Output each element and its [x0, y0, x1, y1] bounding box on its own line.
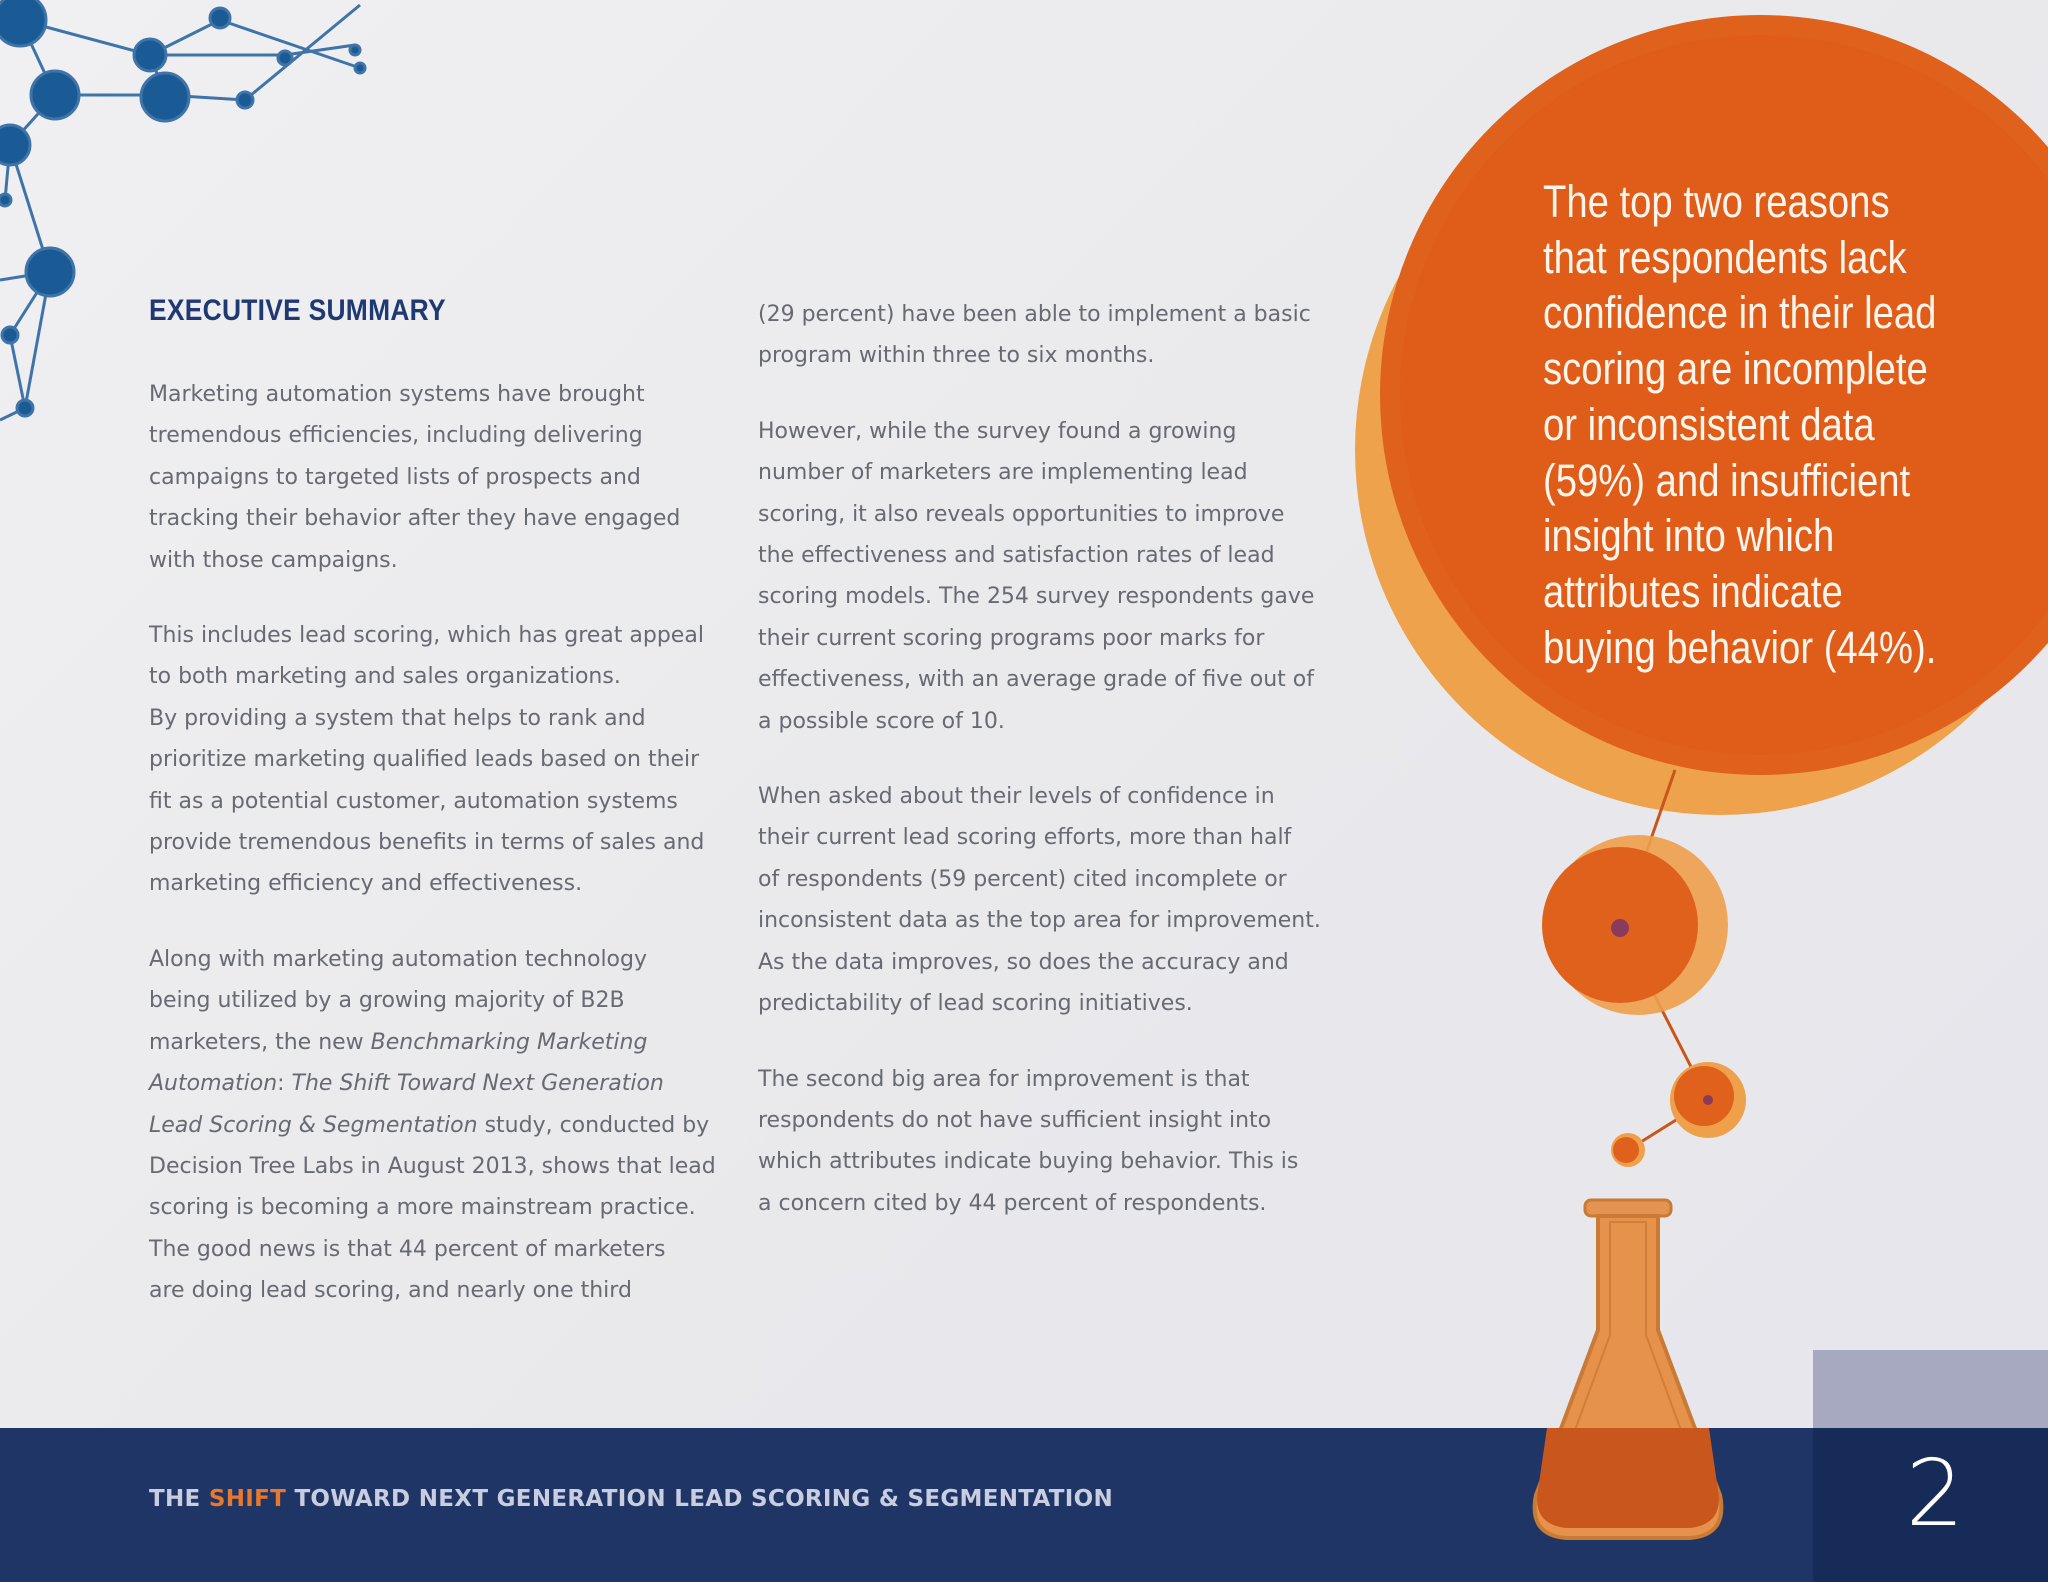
text-line: Along with marketing automation technology	[149, 946, 647, 972]
text-line: their current scoring programs poor marks for	[758, 625, 1265, 651]
text-line: Marketing automation systems have brought	[149, 382, 645, 407]
text-line: When asked about their levels of confidence in	[758, 784, 1275, 810]
section-heading: EXECUTIVE SUMMARY	[149, 294, 446, 327]
text-line: This includes lead scoring, which has great appeal	[149, 623, 704, 649]
text-line: effectiveness, with an average grade of five out of	[758, 667, 1314, 693]
text-run: :	[277, 1071, 292, 1097]
text-line: marketing efficiency and effectiveness.	[149, 871, 583, 897]
pull-quote-line: or inconsistent data	[1543, 398, 1875, 450]
pull-quote-line: buying behavior (44%).	[1543, 621, 1937, 673]
text-line: which attributes indicate buying behavior. This is	[758, 1149, 1299, 1175]
text-line: tracking their behavior after they have engaged	[149, 506, 681, 532]
pull-quote-line: (59%) and insufficient	[1543, 454, 1911, 506]
text-line: By providing a system that helps to rank and	[149, 705, 646, 731]
study-title-italic: Lead Scoring & Segmentation	[149, 1112, 478, 1138]
text-line: number of marketers are implementing lead	[758, 460, 1248, 486]
text-run: marketers, the new	[149, 1029, 371, 1055]
text-line: The second big area for improvement is that	[758, 1066, 1250, 1092]
text-line: program within three to six months.	[758, 343, 1155, 369]
pull-quote-line: attributes indicate	[1543, 565, 1843, 617]
pull-quote-line: insight into which	[1543, 510, 1835, 562]
text-line: a concern cited by 44 percent of respondents.	[758, 1190, 1267, 1216]
footer-title	[149, 1486, 1113, 1512]
text-line: are doing lead scoring, and nearly one third	[149, 1278, 632, 1304]
text-line: prioritize marketing qualified leads based on their	[149, 747, 700, 773]
text-line: to both marketing and sales organizations.	[149, 664, 621, 690]
page-number: 2	[1905, 1440, 1965, 1547]
pull-quote-line: The top two reasons	[1543, 176, 1890, 227]
pull-quote-line: that respondents lack	[1543, 231, 1907, 283]
text-line: the effectiveness and satisfaction rates of lead	[758, 543, 1275, 569]
text-line: their current lead scoring efforts, more than half	[758, 825, 1292, 851]
text-line: However, while the survey found a growing	[758, 418, 1237, 444]
text-line: tremendous efficiencies, including delivering	[149, 423, 643, 449]
text-line: campaigns to targeted lists of prospects and	[149, 464, 641, 490]
text-line: scoring, it also reveals opportunities to improve	[758, 501, 1285, 527]
text-line: As the data improves, so does the accuracy and	[758, 949, 1289, 975]
text-line: with those campaigns.	[149, 547, 398, 573]
footer-title-accent: SHIFT	[208, 1486, 287, 1512]
study-title-italic: Automation	[149, 1071, 278, 1097]
pull-quote-line: scoring are incomplete	[1543, 343, 1928, 395]
text-line: Decision Tree Labs in August 2013, shows that lead	[149, 1153, 716, 1179]
text-run: study, conducted by	[477, 1112, 710, 1138]
text-line: predictability of lead scoring initiatives.	[758, 991, 1193, 1017]
text-line: (29 percent) have been able to implement a basic	[758, 302, 1311, 327]
footer-title-post: TOWARD NEXT GENERATION LEAD SCORING & SEGMENTATION	[286, 1486, 1114, 1512]
text-line: scoring is becoming a more mainstream practice.	[149, 1195, 696, 1221]
pull-quote-line: confidence in their lead	[1543, 287, 1937, 339]
text-line: a possible score of 10.	[758, 708, 1005, 734]
text-line: The good news is that 44 percent of marketers	[149, 1236, 666, 1262]
text-line: provide tremendous benefits in terms of sales and	[149, 830, 705, 856]
text-line: being utilized by a growing majority of B2B	[149, 988, 625, 1014]
text-line: respondents do not have sufficient insight into	[758, 1107, 1272, 1133]
study-title-italic: The Shift Toward Next Generation	[291, 1071, 664, 1097]
study-title-italic: Benchmarking Marketing	[370, 1029, 648, 1055]
text-line: scoring models. The 254 survey respondents gave	[758, 584, 1315, 610]
text-line: inconsistent data as the top area for improvement.	[758, 908, 1321, 934]
footer-title-pre: THE	[149, 1486, 209, 1512]
text-line: fit as a potential customer, automation systems	[149, 788, 678, 814]
text-line: of respondents (59 percent) cited incomplete or	[758, 866, 1287, 892]
